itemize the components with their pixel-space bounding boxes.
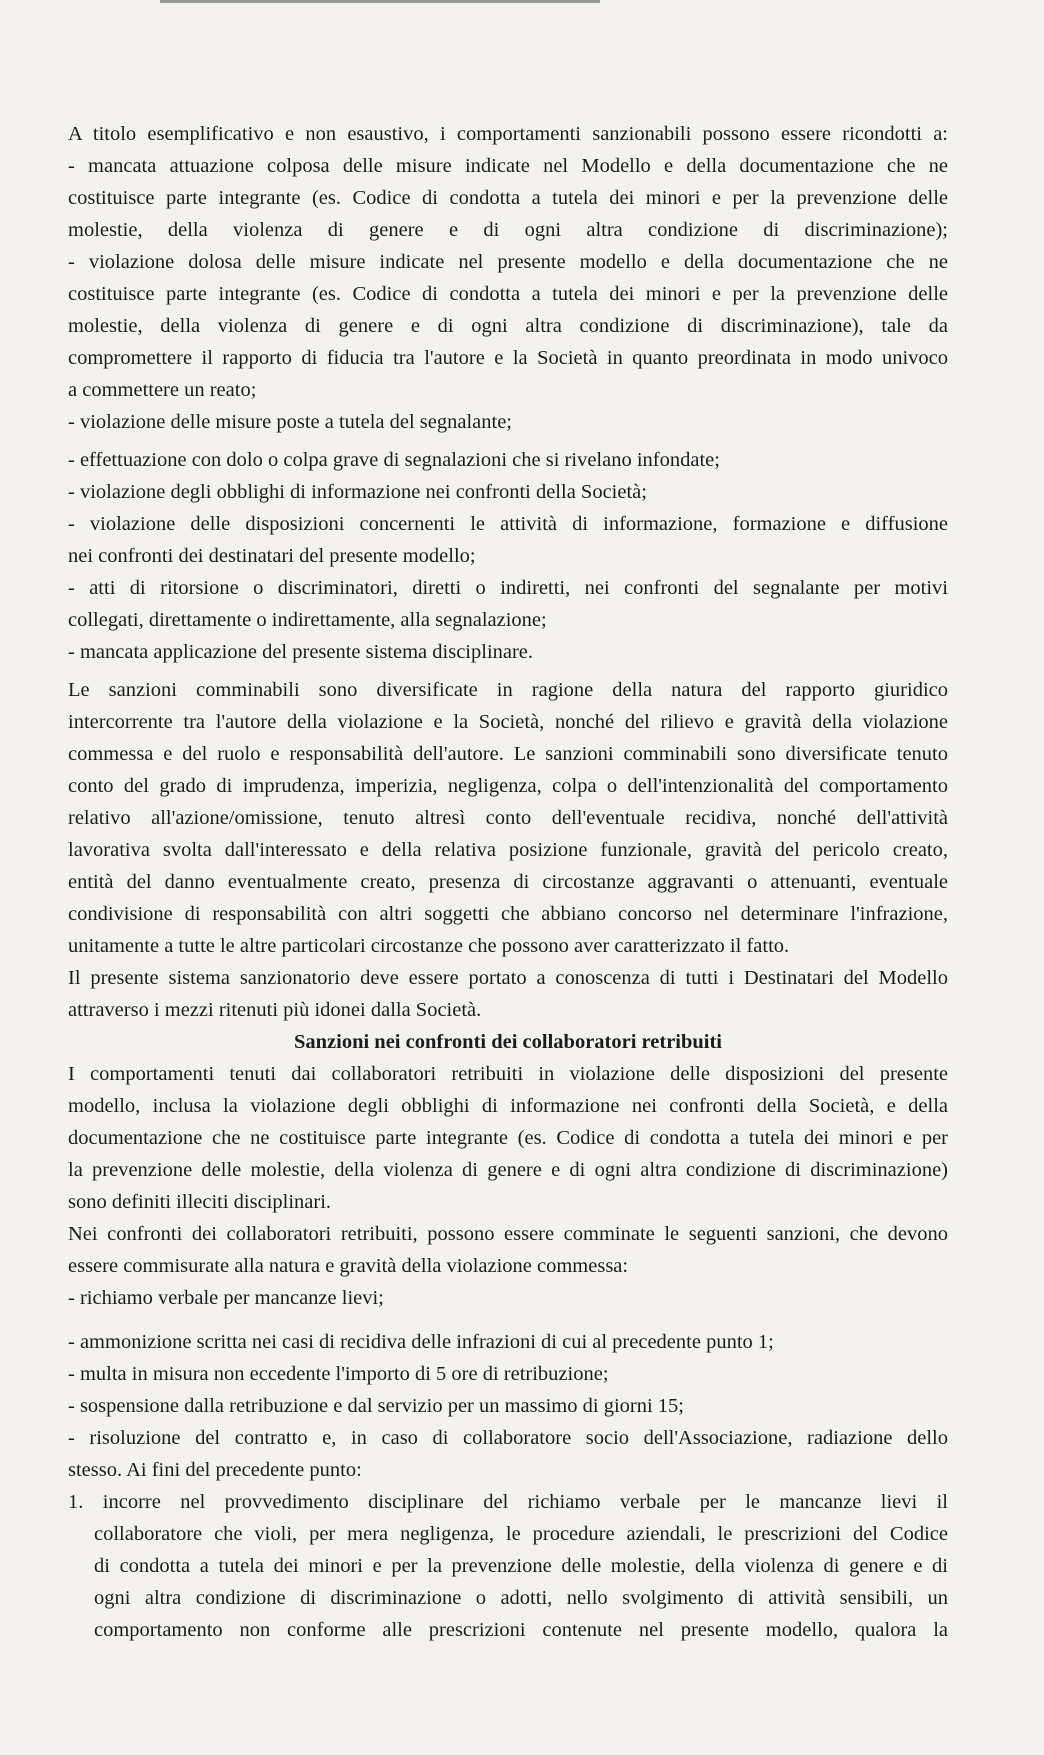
text-line: comportamento non conforme alle prescrizioni contenute nel presente modello, qualora la: [94, 1619, 948, 1641]
text-line: - richiamo verbale per mancanze lievi;: [68, 1287, 384, 1309]
scan-edge: [160, 0, 600, 3]
paragraph: [68, 1058, 948, 1218]
text-line: molestie, della violenza di genere e di ogni altra condizione di discriminazione), tale da: [68, 315, 948, 337]
text-line: entità del danno eventualmente creato, presenza di circostanze aggravanti o attenuanti, eventuale: [68, 871, 948, 893]
text-line: condivisione di responsabilità con altri soggetti che abbiano concorso nel determinare l'infrazione,: [68, 903, 948, 925]
text-line: A titolo esemplificativo e non esaustivo, i comportamenti sanzionabili possono essere ricondotti a:: [68, 123, 948, 145]
text-line: attraverso i mezzi ritenuti più idonei dalla Società.: [68, 999, 482, 1021]
list-item: [68, 1282, 948, 1314]
text-line: collegati, direttamente o indirettamente, alla segnalazione;: [68, 609, 547, 631]
text-line: Le sanzioni comminabili sono diversificate in ragione della natura del rapporto giuridico: [68, 679, 948, 701]
text-line: stesso. Ai fini del precedente punto:: [68, 1459, 362, 1481]
list-item: [68, 1390, 948, 1422]
text-line: 1. incorre nel provvedimento disciplinare del richiamo verbale per le mancanze lievi il: [68, 1491, 948, 1513]
list-item: [68, 508, 948, 572]
text-line: sono definiti illeciti disciplinari.: [68, 1191, 332, 1213]
text-line: nei confronti dei destinatari del presente modello;: [68, 545, 476, 567]
list-item: [68, 444, 948, 476]
text-line: - multa in misura non eccedente l'importo di 5 ore di retribuzione;: [68, 1363, 609, 1385]
text-line: - atti di ritorsione o discriminatori, diretti o indiretti, nei confronti del segnalante per motivi: [68, 577, 948, 599]
list-item: [68, 1422, 948, 1486]
text-line: documentazione che ne costituisce parte integrante (es. Codice di condotta a tutela dei minori e per: [68, 1127, 948, 1149]
text-line: - sospensione dalla retribuzione e dal servizio per un massimo di giorni 15;: [68, 1395, 684, 1417]
text-line: Il presente sistema sanzionatorio deve essere portato a conoscenza di tutti i Destinatari del Modello: [68, 967, 948, 989]
text-line: costituisce parte integrante (es. Codice di condotta a tutela dei minori e per la prevenzione delle: [68, 283, 948, 305]
numbered-item: [68, 1486, 948, 1646]
text-line: - ammonizione scritta nei casi di recidiva delle infrazioni di cui al precedente punto 1;: [68, 1331, 774, 1353]
text-line: la prevenzione delle molestie, della violenza di genere e di ogni altra condizione di discriminazione): [68, 1159, 948, 1181]
text-line: - mancata attuazione colposa delle misure indicate nel Modello e della documentazione che ne: [68, 155, 948, 177]
text-line: - risoluzione del contratto e, in caso di collaboratore socio dell'Associazione, radiazione dello: [68, 1427, 948, 1449]
text-line: I comportamenti tenuti dai collaboratori retribuiti in violazione delle disposizioni del presente: [68, 1063, 948, 1085]
list-item: [68, 1326, 948, 1358]
text-line: - violazione degli obblighi di informazione nei confronti della Società;: [68, 481, 647, 503]
text-line: ogni altra condizione di discriminazione o adotti, nello svolgimento di attività sensibili, un: [94, 1587, 948, 1609]
text-line: molestie, della violenza di genere e di ogni altra condizione di discriminazione);: [68, 219, 948, 241]
text-line: - effettuazione con dolo o colpa grave di segnalazioni che si rivelano infondate;: [68, 449, 720, 471]
list-item: [68, 636, 948, 668]
paragraph: [68, 1218, 948, 1282]
text-line: - violazione dolosa delle misure indicate nel presente modello e della documentazione che ne: [68, 251, 948, 273]
text-line: - violazione delle misure poste a tutela del segnalante;: [68, 411, 513, 433]
text-line: costituisce parte integrante (es. Codice di condotta a tutela dei minori e per la prevenzione delle: [68, 187, 948, 209]
list-item: [68, 572, 948, 636]
paragraph: [68, 118, 948, 406]
text-line: - violazione delle disposizioni concernenti le attività di informazione, formazione e diffusione: [68, 513, 948, 535]
text-line: commessa e del ruolo e responsabilità dell'autore. Le sanzioni comminabili sono diversificate tenuto: [68, 743, 948, 765]
text-line: di condotta a tutela dei minori e per la prevenzione delle molestie, della violenza di genere e di: [94, 1555, 948, 1577]
section-heading: [68, 1026, 948, 1058]
text-line: relativo all'azione/omissione, tenuto altresì conto dell'eventuale recidiva, nonché dell'attività: [68, 807, 948, 829]
list-item: [68, 1358, 948, 1390]
text-line: - mancata applicazione del presente sistema disciplinare.: [68, 641, 534, 663]
text-line: lavorativa svolta dall'interessato e della relativa posizione funzionale, gravità del pericolo creato,: [68, 839, 948, 861]
list-item: [68, 406, 948, 438]
list-item: [68, 476, 948, 508]
text-line: conto del grado di imprudenza, imperizia, negligenza, colpa o dell'intenzionalità del comportamento: [68, 775, 948, 797]
text-line: essere commisurate alla natura e gravità della violazione commessa:: [68, 1255, 629, 1277]
text-line: Nei confronti dei collaboratori retribuiti, possono essere comminate le seguenti sanzioni, che devono: [68, 1223, 948, 1245]
text-line: a commettere un reato;: [68, 379, 257, 401]
text-line: modello, inclusa la violazione degli obblighi di informazione nei confronti della Società, e della: [68, 1095, 948, 1117]
text-line: unitamente a tutte le altre particolari circostanze che possono aver caratterizzato il fatto.: [68, 935, 790, 957]
text-line: compromettere il rapporto di fiducia tra l'autore e la Società in quanto preordinata in modo univoco: [68, 347, 948, 369]
text-line: Sanzioni nei confronti dei collaboratori retribuiti: [293, 1031, 723, 1053]
paragraph: [68, 962, 948, 1026]
text-line: intercorrente tra l'autore della violazione e la Società, nonché del rilievo e gravità della violazione: [68, 711, 948, 733]
paragraph: [68, 674, 948, 962]
text-line: collaboratore che violi, per mera negligenza, le procedure aziendali, le prescrizioni del Codice: [94, 1523, 948, 1545]
document-page: [68, 118, 948, 1646]
